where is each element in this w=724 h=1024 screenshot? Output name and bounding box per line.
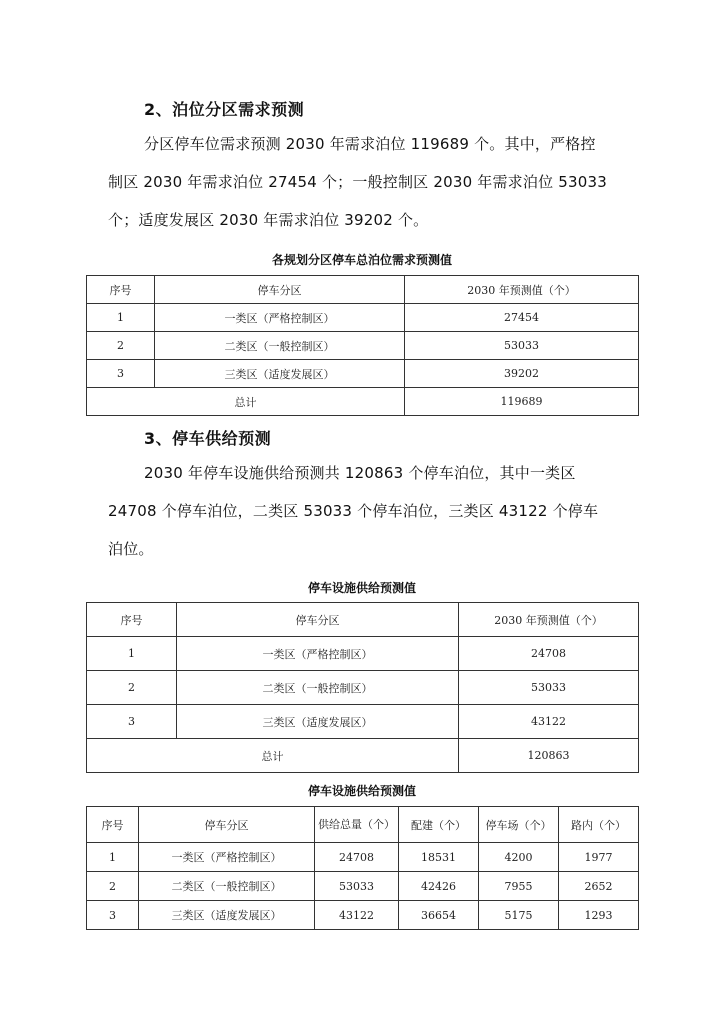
demand-table: [86, 275, 639, 416]
header-cell: 配建（个）: [399, 807, 479, 843]
table-cell: 二类区（一般控制区）: [177, 671, 459, 705]
header-cell: 停车分区: [139, 807, 315, 843]
table-cell: 3: [87, 360, 155, 388]
table-caption: 各规划分区停车总泊位需求预测值: [271, 253, 452, 267]
total-value: 119689: [405, 388, 639, 416]
table-cell: 43122: [459, 705, 639, 739]
table-row: [87, 332, 639, 360]
table-cell: 39202: [405, 360, 639, 388]
header-cell: 序号: [87, 603, 177, 637]
section-heading-demand: 2、泊位分区需求预测: [144, 100, 305, 119]
table-cell: 三类区（适度发展区）: [177, 705, 459, 739]
paragraph-line: 个；适度发展区 2030 年需求泊位 39202 个。: [108, 211, 429, 229]
paragraph-line: 2030 年停车设施供给预测共 120863 个停车泊位，其中一类区: [144, 464, 576, 482]
table-cell: 18531: [399, 843, 479, 872]
table-cell: 3: [87, 901, 139, 930]
header-cell: 停车分区: [155, 276, 405, 304]
table-row: [87, 843, 639, 872]
table-cell: 一类区（严格控制区）: [139, 843, 315, 872]
table-cell: 一类区（严格控制区）: [177, 637, 459, 671]
header-cell: 停车场（个）: [479, 807, 559, 843]
table-header-row: [87, 603, 639, 637]
header-cell: 路内（个）: [559, 807, 639, 843]
table-cell: 24708: [315, 843, 399, 872]
header-cell: 序号: [87, 807, 139, 843]
table-total-row: [87, 739, 639, 773]
table-cell: 三类区（适度发展区）: [139, 901, 315, 930]
table-caption: 停车设施供给预测值: [307, 784, 416, 798]
table-cell: 43122: [315, 901, 399, 930]
table-cell: 1293: [559, 901, 639, 930]
table-cell: 27454: [405, 304, 639, 332]
table-cell: 1977: [559, 843, 639, 872]
table-row: [87, 872, 639, 901]
header-cell: 序号: [87, 276, 155, 304]
paragraph-line: 泊位。: [108, 540, 154, 558]
table-cell: 1: [87, 637, 177, 671]
table-header-row: [87, 807, 639, 843]
header-cell: 2030 年预测值（个）: [459, 603, 639, 637]
table-row: [87, 360, 639, 388]
table-cell: 7955: [479, 872, 559, 901]
total-label: 总计: [87, 739, 459, 773]
table-cell: 53033: [405, 332, 639, 360]
table-cell: 42426: [399, 872, 479, 901]
table-header-row: [87, 276, 639, 304]
table-cell: 一类区（严格控制区）: [155, 304, 405, 332]
table-cell: 二类区（一般控制区）: [139, 872, 315, 901]
paragraph-line: 分区停车位需求预测 2030 年需求泊位 119689 个。其中，严格控: [144, 135, 596, 153]
total-label: 总计: [87, 388, 405, 416]
supply-paragraph: [108, 454, 616, 568]
table-cell: 24708: [459, 637, 639, 671]
supply-table: [86, 602, 639, 773]
supply-breakdown-table: [86, 806, 639, 930]
table-cell: 2: [87, 671, 177, 705]
table-cell: 1: [87, 304, 155, 332]
paragraph-line: 制区 2030 年需求泊位 27454 个；一般控制区 2030 年需求泊位 53033: [108, 173, 607, 191]
table-cell: 53033: [315, 872, 399, 901]
table-row: [87, 637, 639, 671]
table-cell: 2: [87, 332, 155, 360]
table-cell: 4200: [479, 843, 559, 872]
table-total-row: [87, 388, 639, 416]
table-cell: 3: [87, 705, 177, 739]
table-cell: 三类区（适度发展区）: [155, 360, 405, 388]
table-row: [87, 304, 639, 332]
header-cell: 供给总量（个）: [315, 807, 399, 843]
table-cell: 36654: [399, 901, 479, 930]
table-cell: 1: [87, 843, 139, 872]
header-cell: 停车分区: [177, 603, 459, 637]
paragraph-line: 24708 个停车泊位，二类区 53033 个停车泊位，三类区 43122 个停车: [108, 502, 599, 520]
table-caption: 停车设施供给预测值: [307, 581, 416, 595]
table-row: [87, 705, 639, 739]
section-heading-supply: 3、停车供给预测: [144, 429, 272, 448]
total-value: 120863: [459, 739, 639, 773]
table-cell: 2: [87, 872, 139, 901]
table-cell: 二类区（一般控制区）: [155, 332, 405, 360]
table-row: [87, 901, 639, 930]
header-cell: 2030 年预测值（个）: [405, 276, 639, 304]
demand-paragraph: [108, 125, 616, 239]
table-cell: 53033: [459, 671, 639, 705]
table-cell: 2652: [559, 872, 639, 901]
table-row: [87, 671, 639, 705]
table-cell: 5175: [479, 901, 559, 930]
